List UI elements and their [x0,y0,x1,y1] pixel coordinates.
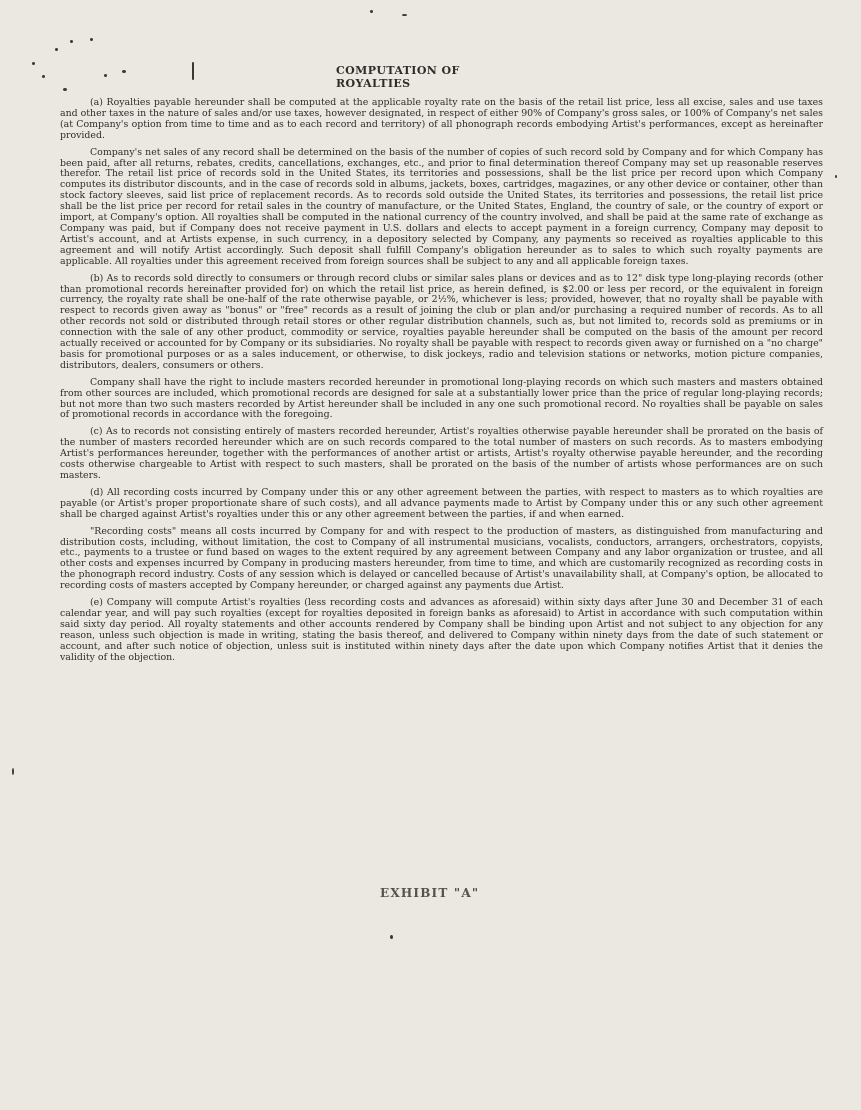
scan-speck [390,935,393,939]
scan-speck [402,14,407,16]
paragraph-promotional: Company shall have the right to include masters recorded hereunder in promotional long-playing records on which such masters and masters obtained from other sources are included, which promotional records are designed for sale at a substantially lower price than the price of regular long-playing records; but not more than two such masters recorded by Artist hereunder shall be included in any one such promotional record. No royalties shall be payable on sales of promotional records in accordance with the foregoing. [60,376,823,421]
paragraph-a: (a) Royalties payable hereunder shall be computed at the applicable royalty rate on the basis of the retail list price, less all excise, sales and use taxes and other taxes in the nature of sales and/or use taxes, however designated, in respect of either 90% of Company's gross sales, or 100% of Company's net sales (at Company's option from time to time and as to each record and territory) of all phonograph records embodying Artist's performances, except as hereinafter provided. [60,97,823,141]
document-body [60,98,823,670]
scan-speck [192,62,194,80]
scan-speck [835,175,837,178]
scan-speck [90,38,93,41]
scan-speck [55,48,58,51]
paragraph-d: (d) All recording costs incurred by Company under this or any other agreement between the parties, with respect to masters as to which royalties are payable (or Artist's proper proportionate share of such costs), and all advance payments made to Artist by Company under this or any such other agreement shall be charged against Artist's royalties under this or any other agreement between the parties, if and when earned. [60,486,823,520]
scan-speck [70,40,73,43]
scan-speck [104,74,107,77]
scan-speck [12,768,14,775]
paragraph-e: (e) Company will compute Artist's royalties (less recording costs and advances as aforesaid) within sixty days after June 30 and December 31 of each calendar year, and will pay such royalties (except for royalties deposited in foreign banks as aforesaid) to Artist in accordance with such computation within said sixty day period. All royalty statements and other accounts rendered by Company shall be binding upon Artist and not subject to any objection for any reason, unless such objection is made in writing, stating the basis thereof, and delivered to Company within ninety days from the date of such statement or account, and after such notice of objection, unless suit is instituted within ninety days after the date upon which Company notifies Artist that it denies the validity of the objection. [60,597,823,663]
exhibit-label: EXHIBIT "A" [380,886,480,900]
scan-speck [63,88,67,91]
scan-speck [122,70,126,73]
page-title: COMPUTATION OF ROYALTIES [336,64,460,90]
paragraph-recording-costs: "Recording costs" means all costs incurred by Company for and with respect to the production of masters, as distinguished from manufacturing and distribution costs, including, without limitation, the cost to Company of all instrumental musicians, vocalists, conductors, arrangers, orchestrators, copyists, etc., payments to a trustee or fund based on wages to the extent required by any agreement between Company and any labor organization or trustee, and all other costs and expenses incurred by Company in producing masters hereunder, from time to time, and which are customarily recognized as recording costs in the phonograph record industry. Costs of any session which is delayed or cancelled because of Artist's unavailability shall, at Company's option, be allocated to recording costs of masters accepted by Company hereunder, or charged against any payments due Artist. [60,525,823,592]
paragraph-b: (b) As to records sold directly to consumers or through record clubs or similar sales plans or devices and as to 12" disk type long-playing records (other than promotional records hereinafter provided for) on which the retail list price, as herein defined, is $2.00 or less per record, or the equivalent in foreign currency, the royalty rate shall be one-half of the rate otherwise payable, or 2½%, whichever is less; provided, however, that no royalty shall be payable with respect to records given away as "bonus" or "free" records as a result of joining the club or plan and/or purchasing a required number of records. As to all other records not sold or distributed through retail stores or other regular distribution channels, such as, but not limited to, records sold as premiums or in connection with the sale of any other product, commodity or service, royalties payable hereunder shall be computed on the basis of the amount per record actually received or accounted for by Company or its subsidiaries. No royalty shall be payable with respect to records given away or furnished on a "no charge" basis for promotional purposes or as a sales inducement, or otherwise, to disk jockeys, radio and television stations or networks, motion picture companies, distributors, dealers, consumers or others. [60,272,823,371]
scan-speck [42,75,45,78]
paragraph-c: (c) As to records not consisting entirely of masters recorded hereunder, Artist's royalties otherwise payable hereunder shall be prorated on the basis of the number of masters recorded hereunder which are on such records compared to the total number of masters on such records. As to masters embodying Artist's performances hereunder, together with the performances of another artist or artists, Artist's royalty otherwise payable hereunder, and the recording costs otherwise chargeable to Artist with respect to such masters, shall be prorated on the basis of the number of artists whose performances are on such masters. [60,426,823,481]
scan-speck [370,10,373,13]
paragraph-net-sales: Company's net sales of any record shall be determined on the basis of the number of copies of such record sold by Company and for which Company has been paid, after all returns, rebates, credits, cancellations, exchanges, etc., and prior to final determination thereof Company may set up reasonable reserves therefor. The retail list price of records sold in the United States, its territories and possessions, shall be the list price per record upon which Company computes its distributor discounts, and in the case of records sold in albums, jackets, boxes, cartridges, magazines, or any other device or container, other than stock factory sleeves, said list price of replacement records. As to records sold outside the United States, its territories and possessions, the retail list price shall be the list price per record for retail sales in the country of manufacture, or the United States, England, the country of sale, or the country of export or import, at Company's option. All royalties shall be computed in the national currency of the country involved, and shall be paid at the same rate of exchange as Company was paid, but if Company does not receive payment in U.S. dollars and elects to accept payment in a foreign currency, Company may deposit to Artist's account, and at Artists expense, in such currency, in a depository selected by Company, any payments so received as royalties applicable to this agreement and will notify Artist accordingly. Such deposit shall fulfill Company's obligation hereunder as to sales to which such royalty payments are applicable. All royalties under this agreement received from foreign sources shall be subject to any and all applicable foreign taxes. [60,146,823,267]
scan-speck [32,62,35,65]
